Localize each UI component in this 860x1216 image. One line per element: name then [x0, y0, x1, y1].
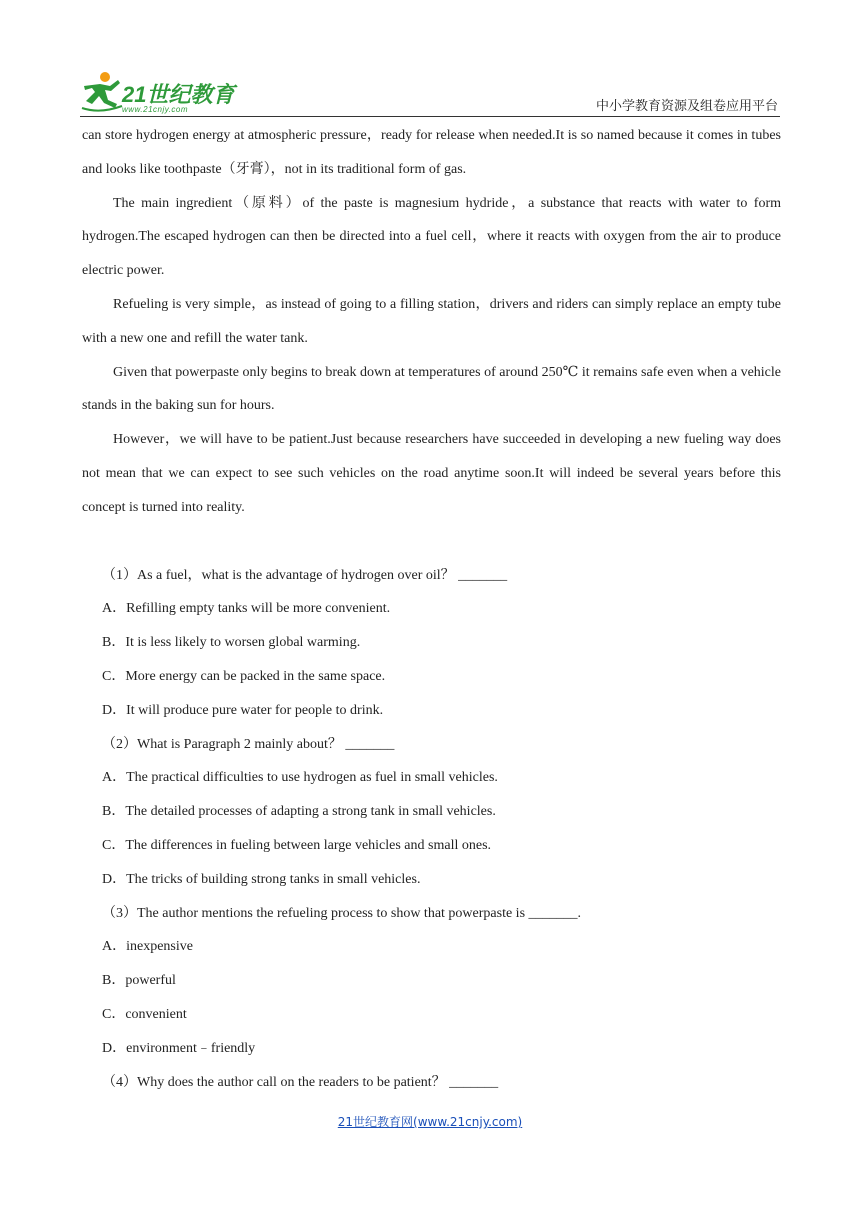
page-header [80, 64, 780, 119]
answer-option[interactable]: B．It is less likely to worsen global warming. [102, 635, 361, 651]
logo-text: 21世纪教育 [122, 82, 235, 107]
document-body [82, 119, 781, 1099]
logo-url: www.21cnjy.com [122, 105, 188, 114]
answer-option[interactable]: D．The tricks of building strong tanks in small vehicles. [102, 871, 421, 887]
spacer [82, 525, 781, 559]
question-stem: （4）Why does the author call on the readers to be patient？ _______ [102, 1074, 499, 1090]
answer-option[interactable]: A．The practical difficulties to use hydrogen as fuel in small vehicles. [102, 770, 498, 786]
answer-option[interactable]: C．More energy can be packed in the same space. [102, 668, 386, 684]
passage-paragraph: can store hydrogen energy at atmospheric pressure，ready for release when needed.It is so named because it comes in tubes and looks like toothpaste（牙膏），not in its traditional form of gas. [82, 128, 781, 177]
answer-option[interactable]: B．powerful [102, 973, 176, 989]
page-footer [0, 1113, 860, 1130]
question-stem: （2）What is Paragraph 2 mainly about？ _______ [102, 736, 395, 752]
answer-option[interactable]: C．The differences in fueling between large vehicles and small ones. [102, 837, 492, 853]
answer-option[interactable]: A．inexpensive [102, 939, 193, 955]
answer-option[interactable]: A．Refilling empty tanks will be more convenient. [102, 601, 391, 617]
passage-paragraph: Refueling is very simple，as instead of going to a filling station，drivers and riders can simply replace an empty tube with a new one and refill the water tank. [82, 296, 781, 346]
header-divider [80, 116, 780, 117]
runner-icon [80, 68, 124, 114]
answer-option[interactable]: D．environment﹣friendly [102, 1040, 256, 1056]
answer-option[interactable]: B．The detailed processes of adapting a strong tank in small vehicles. [102, 804, 496, 820]
passage-paragraph: Given that powerpaste only begins to break down at temperatures of around 250℃ it remains safe even when a vehicle stands in the baking sun for hours. [82, 364, 781, 414]
site-logo[interactable] [80, 68, 260, 116]
question-stem: （3）The author mentions the refueling process to show that powerpaste is _______. [102, 905, 582, 921]
question-stem: （1）As a fuel，what is the advantage of hydrogen over oil？ _______ [102, 567, 508, 583]
platform-title: 中小学教育资源及组卷应用平台 [595, 99, 778, 114]
footer-link[interactable]: 21世纪教育网(www.21cnjy.com) [337, 1115, 523, 1129]
passage-paragraph: The main ingredient（原料）of the paste is magnesium hydride，a substance that reacts with water to form hydrogen.The escaped hydrogen can then be directed into a fuel cell，where it reacts with oxygen from the air to produce electric power. [82, 195, 781, 279]
passage-paragraph: However，we will have to be patient.Just because researchers have succeeded in developing a new fueling way does not mean that we can expect to see such vehicles on the road anytime soon.It will indeed be several years before this concept is turned into reality. [82, 432, 781, 515]
answer-option[interactable]: C．convenient [102, 1006, 187, 1022]
answer-option[interactable]: D．It will produce pure water for people to drink. [102, 702, 384, 718]
